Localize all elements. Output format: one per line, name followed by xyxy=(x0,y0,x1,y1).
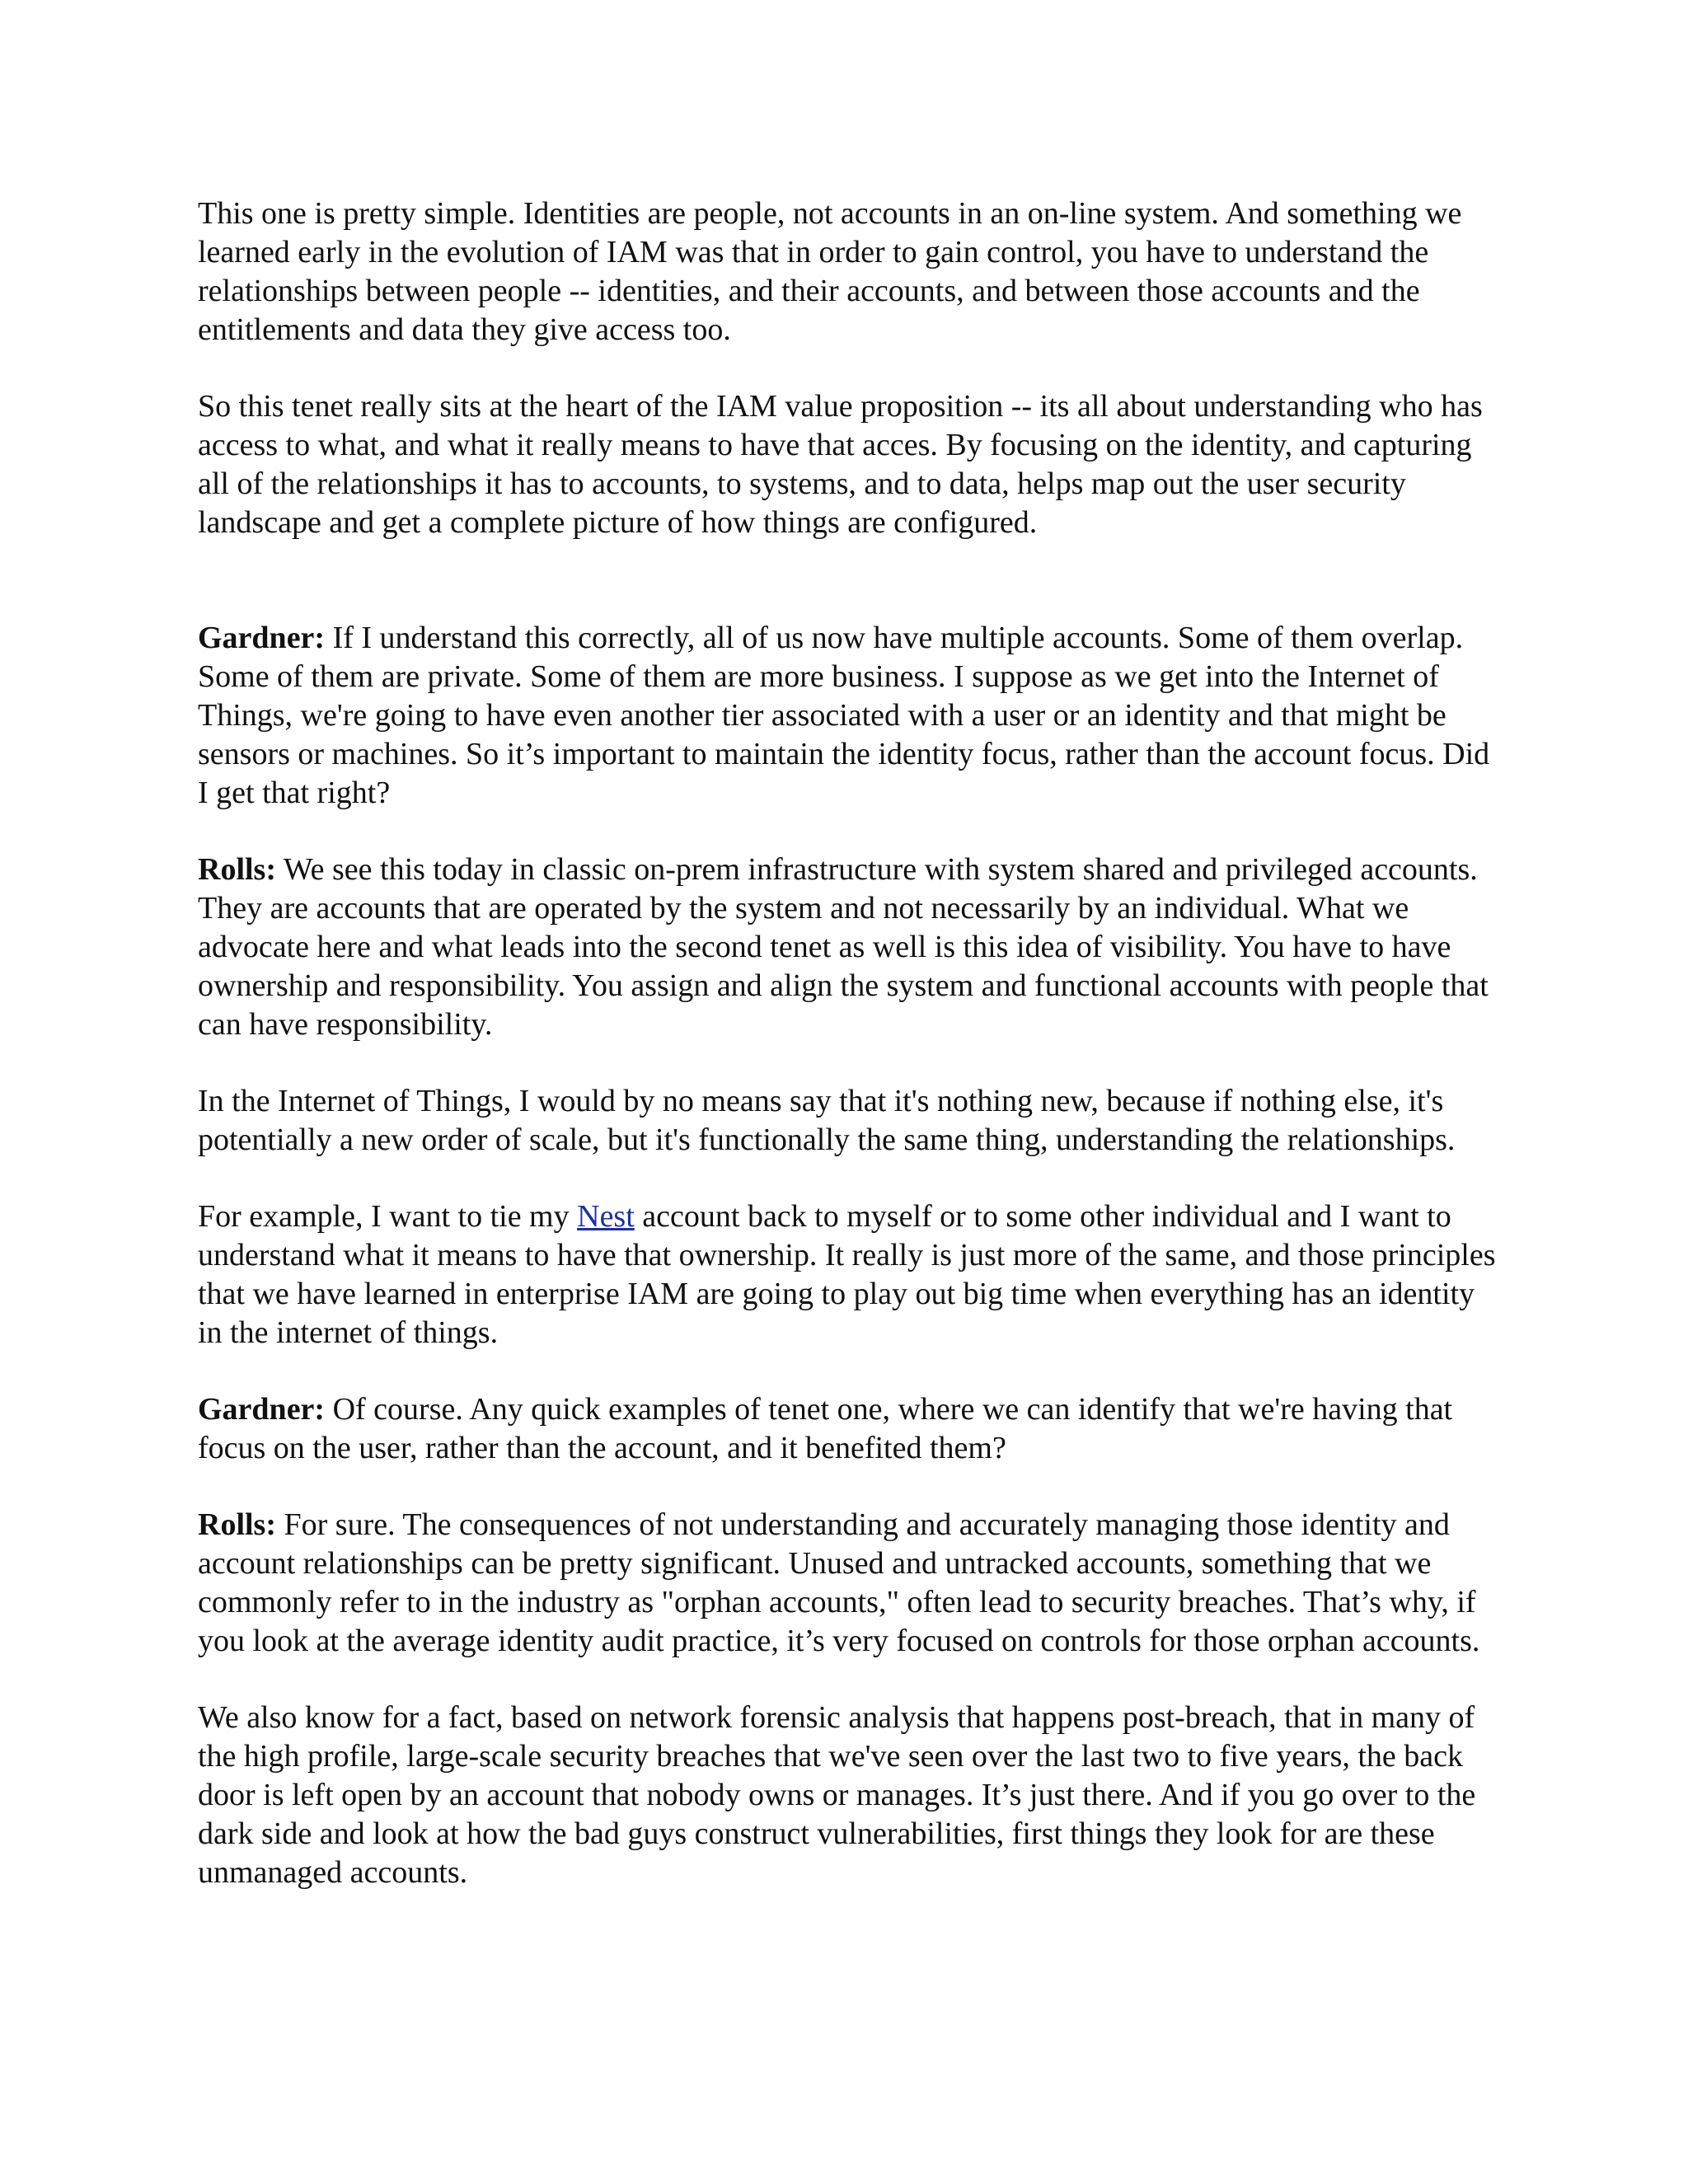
paragraph-text: If I understand this correctly, all of us now have multiple accounts. Some of them overlap. Some of them are private. Some of them are more business. I suppose as we get into the Internet of Things, we're going to have even another tier associated with a user or an identity and that might be sensors or machines. So it’s important to maintain the identity focus, rather than the account focus. Did I get that right? xyxy=(198,621,1490,810)
paragraph xyxy=(198,1390,1500,1468)
paragraph-text: For sure. The consequences of not understanding and accurately managing those identity and account relationships can be pretty significant. Unused and untracked accounts, something that we commonly refer to in the industry as "orphan accounts," often lead to security breaches. That’s why, if you look at the average identity audit practice, it’s very focused on controls for those orphan accounts. xyxy=(198,1507,1480,1658)
paragraph xyxy=(198,851,1500,1044)
paragraph xyxy=(198,387,1500,542)
paragraph xyxy=(198,194,1500,349)
speaker-name: Gardner: xyxy=(198,621,326,655)
paragraph-text-after-link: account back to myself or to some other individual and I want to understand what it means to have that ownership. It really is just more of the same, and those principles that we have learned in enterprise IAM are going to play out big time when everything has an identity in the internet of things. xyxy=(198,1199,1496,1350)
paragraph-text: So this tenet really sits at the heart of the IAM value proposition -- its all about understanding who has access to what, and what it really means to have that acces. By focusing on the identity, and capturing all of the relationships it has to accounts, to systems, and to data, helps map out the user security landscape and get a complete picture of how things are configured. xyxy=(198,389,1483,540)
paragraph-text: Of course. Any quick examples of tenet one, where we can identify that we're having that focus on the user, rather than the account, and it benefited them? xyxy=(198,1392,1453,1465)
paragraph-text: This one is pretty simple. Identities are people, not accounts in an on-line system. And something we learned early in the evolution of IAM was that in order to gain control, you have to understand the relationships between people -- identities, and their accounts, and between those accounts and the entitlements and data they give access too. xyxy=(198,196,1462,347)
nest-link[interactable]: Nest xyxy=(577,1199,635,1234)
speaker-name: Rolls: xyxy=(198,1507,276,1542)
paragraph xyxy=(198,619,1500,813)
paragraph-text: We see this today in classic on-prem infrastructure with system shared and privileged accounts. They are accounts that are operated by the system and not necessarily by an individual. What we advocate here and what leads into the second tenet as well is this idea of visibility. You have to have ownership and responsibility. You assign and align the system and functional accounts with people that can have responsibility. xyxy=(198,852,1489,1042)
paragraph-text: In the Internet of Things, I would by no means say that it's nothing new, because if nothing else, it's potentially a new order of scale, but it's functionally the same thing, understanding the relationships. xyxy=(198,1084,1456,1157)
paragraph xyxy=(198,1699,1500,1892)
speaker-name: Rolls: xyxy=(198,852,276,887)
document-body xyxy=(198,194,1500,1930)
paragraph xyxy=(198,1197,1500,1352)
speaker-name: Gardner: xyxy=(198,1392,326,1427)
paragraph xyxy=(198,1506,1500,1661)
paragraph-text: We also know for a fact, based on network forensic analysis that happens post-breach, that in many of the high profile, large-scale security breaches that we've seen over the last two to five years, the back door is left open by an account that nobody owns or manages. It’s just there. And if you go over to the dark side and look at how the bad guys construct vulnerabilities, first things they look for are these unmanaged accounts. xyxy=(198,1700,1476,1890)
paragraph-text-before-link: For example, I want to tie my xyxy=(198,1199,578,1234)
paragraph xyxy=(198,1082,1500,1160)
